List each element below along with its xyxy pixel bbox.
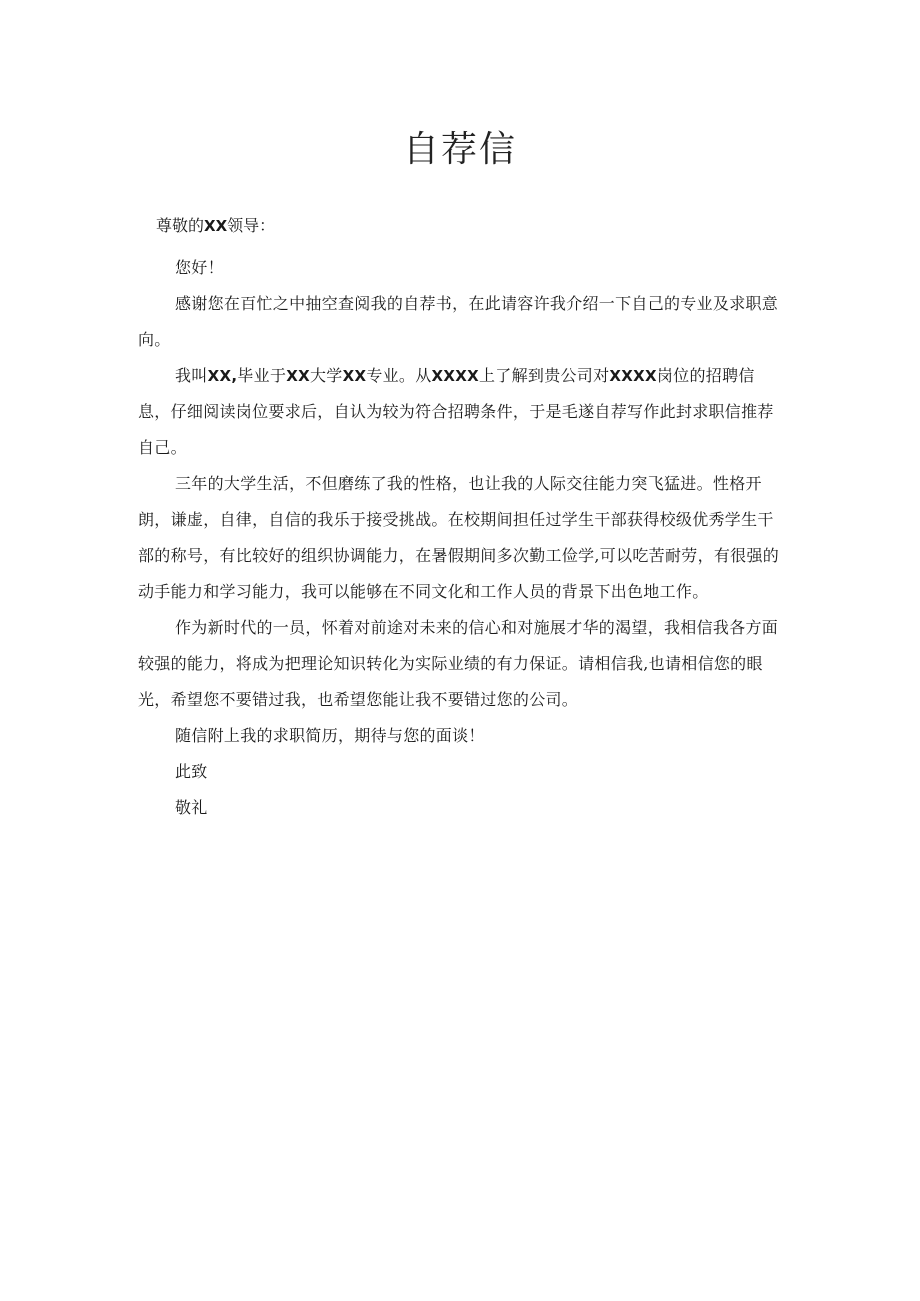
document-title: 自荐信 — [402, 129, 517, 170]
salutation-suffix: 领导： — [227, 216, 276, 235]
intro-name-placeholder: XX, — [207, 367, 238, 385]
closing-salute: 此致 — [175, 762, 208, 781]
intro-text-6: 岗位的招聘信息，仔细阅读岗位要求后，自认为较为符合招聘条件，于是毛遂自荐写作此封求职信推荐自己。 — [138, 366, 774, 457]
intro-major-placeholder: XX — [342, 367, 367, 385]
paragraph-aspiration: 作为新时代的一员，怀着对前途对未来的信心和对施展才华的渴望，我相信我各方面较强的能力，将成为把理论知识转化为实际业绩的有力保证。请相信我,也请相信您的眼光，希望您不要错过我，也希望您能让我不要错过您的公司。 — [138, 618, 779, 709]
intro-text-1: 我叫 — [175, 366, 208, 385]
intro-text-5: 上了解到贵公司对 — [479, 366, 610, 385]
salutation-prefix: 尊敬的 — [156, 216, 205, 235]
intro-text-2: 毕业于 — [237, 366, 287, 385]
paragraph-introduction — [138, 358, 786, 466]
intro-text-4: 专业。从 — [366, 366, 432, 385]
letter-body — [138, 250, 786, 826]
closing-regards: 敬礼 — [175, 798, 208, 817]
intro-university-placeholder: XX — [286, 367, 310, 385]
paragraph-attachment: 随信附上我的求职简历，期待与您的面谈！ — [175, 726, 485, 745]
salutation-name-placeholder: XX — [204, 217, 228, 235]
intro-position-placeholder: XXXX — [609, 367, 657, 385]
greeting: 您好！ — [175, 258, 224, 277]
salutation-line — [156, 214, 275, 238]
intro-source-placeholder: XXXX — [431, 367, 479, 385]
paragraph-university-life: 三年的大学生活，不但磨练了我的性格，也让我的人际交往能力突飞猛进。性格开朗，谦虚，自律，自信的我乐于接受挑战。在校期间担任过学生干部获得校级优秀学生干部的称号，有比较好的组织协调能力，在暑假期间多次勤工俭学,可以吃苦耐劳，有很强的动手能力和学习能力，我可以能够在不同文化和工作人员的背景下出色地工作。 — [138, 474, 780, 601]
intro-text-3: 大学 — [309, 366, 343, 385]
paragraph-thanks: 感谢您在百忙之中抽空查阅我的自荐书，在此请容许我介绍一下自己的专业及求职意向。 — [138, 294, 779, 349]
